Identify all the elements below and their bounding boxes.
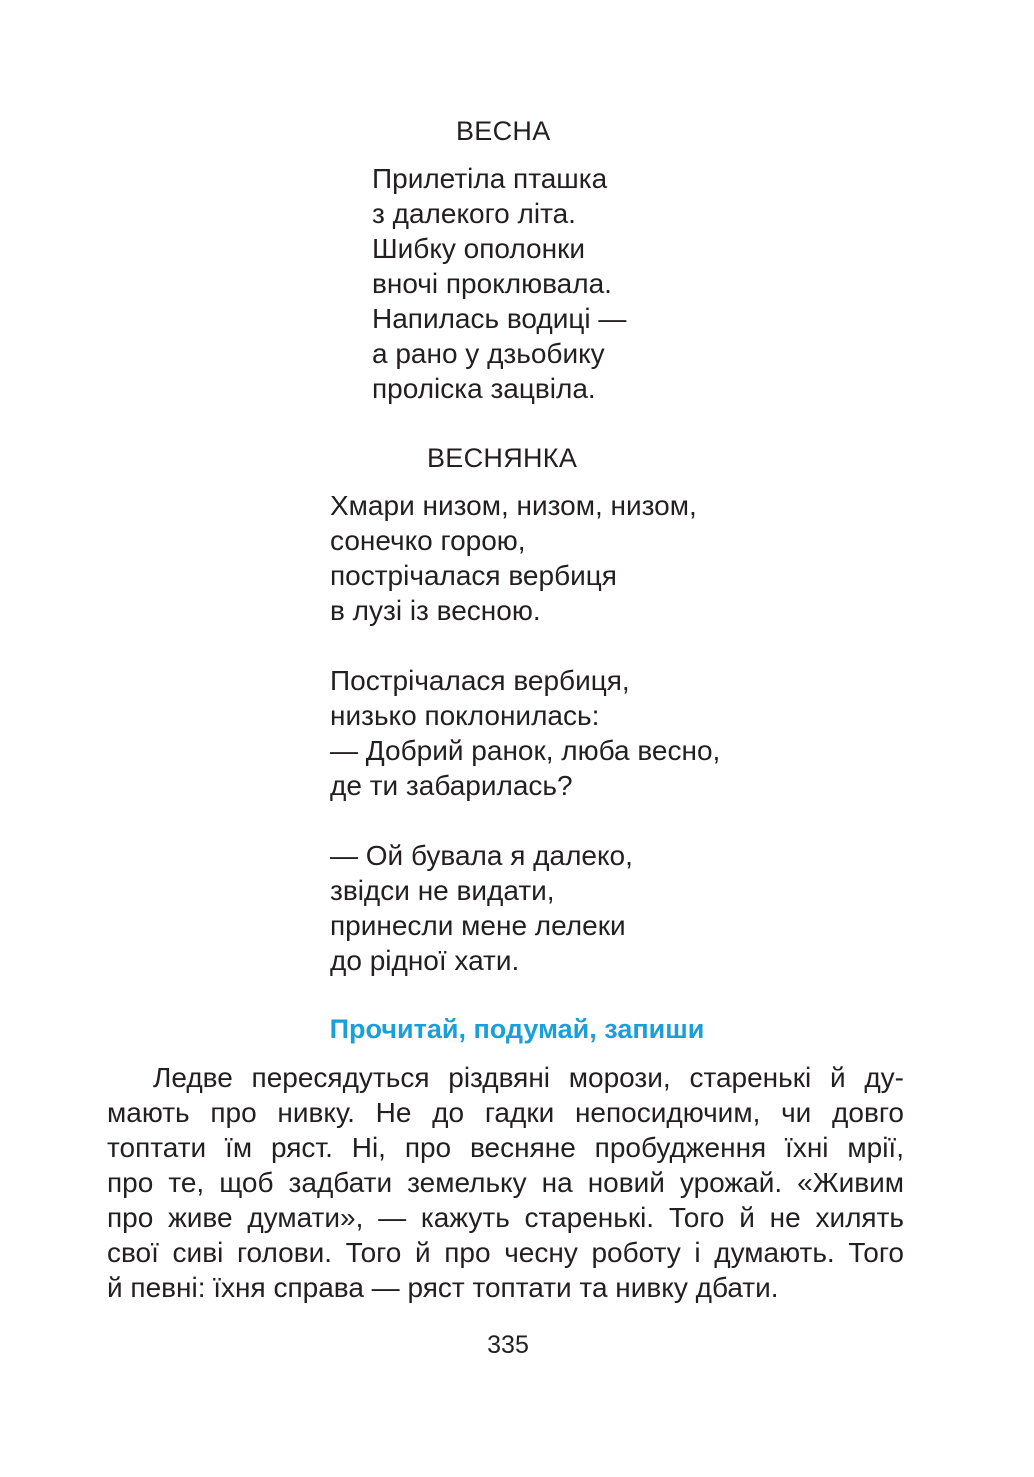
poem-line: Хмари низом, низом, низом,	[330, 490, 697, 521]
poem-line: принесли мене лелеки	[330, 910, 626, 941]
section-heading: Прочитай, подумай, запиши	[329, 1014, 705, 1044]
poem-vesna	[372, 161, 626, 406]
poem-line: де ти забарилась?	[330, 770, 573, 801]
poem-line: звідси не видати,	[330, 875, 555, 906]
paragraph-line: мають про нивку. Не до гадки непосидючим, чи довго	[107, 1097, 904, 1128]
stanza	[372, 161, 626, 406]
poem-line: Прилетіла пташка	[372, 163, 608, 194]
page-number: 335	[487, 1331, 529, 1359]
poem-line: низько поклонилась:	[330, 700, 600, 731]
poem-line: а рано у дзьобику	[372, 338, 605, 369]
poem-line: Напилась водиці —	[372, 303, 627, 334]
poem-title-vesnianka: ВЕСНЯНКА	[427, 443, 578, 473]
poem-line: Шибку ополонки	[372, 233, 585, 264]
paragraph-line: про те, щоб задбати земельку на новий урожай. «Живим	[107, 1167, 904, 1198]
paragraph-line: топтати їм ряст. Ні, про весняне пробудження їхні мрії,	[107, 1132, 904, 1163]
poem-line: з далекого літа.	[372, 198, 576, 229]
poem-line: сонечко горою,	[330, 525, 526, 556]
paragraph-line: й певні: їхня справа — ряст топтати та нивку дбати.	[107, 1272, 779, 1303]
poem-line: проліска зацвіла.	[372, 373, 596, 404]
poem-vesnianka	[330, 488, 720, 978]
poem-line: — Добрий ранок, люба весно,	[330, 735, 721, 766]
poem-line: вночі проклювала.	[372, 268, 612, 299]
poem-title-vesna: ВЕСНА	[456, 116, 551, 146]
paragraph-line: про живе думати», — кажуть старенькі. Того й не хилять	[107, 1202, 904, 1233]
poem-line: пострічалася вербиця	[330, 560, 617, 591]
poem-line: в лузі із весною.	[330, 595, 541, 626]
poem-line: — Ой бувала я далеко,	[330, 840, 633, 871]
paragraph-line: Ледве пересядуться різдвяні морози, старенькі й ду-	[153, 1062, 904, 1093]
paragraph-line: свої сиві голови. Того й про чесну роботу і думають. Того	[107, 1237, 904, 1268]
stanza	[330, 663, 720, 803]
stanza	[330, 488, 720, 628]
poem-line: до рідної хати.	[330, 945, 520, 976]
stanza	[330, 838, 720, 978]
prose-paragraph	[107, 1060, 904, 1305]
poem-line: Пострічалася вербиця,	[330, 665, 630, 696]
